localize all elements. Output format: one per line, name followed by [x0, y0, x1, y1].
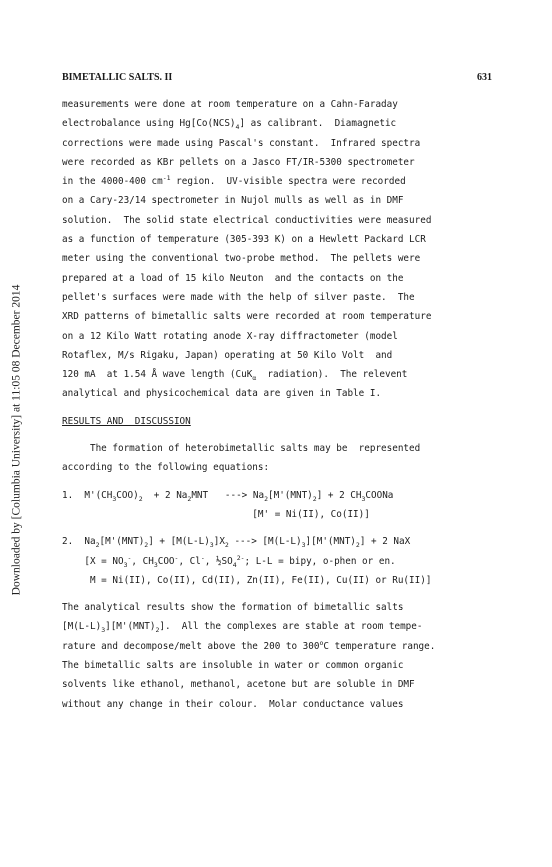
text-line: as a function of temperature (305-393 K) on a Hewlett Packard LCR: [62, 234, 426, 246]
download-note: Downloaded by [Columbia University] at 11:05 08 December 2014: [10, 284, 22, 596]
download-watermark: [6, 190, 26, 690]
text-line: electrobalance using $Hg[Co(NCS)_4]$ as calibrant. Diamagnetic: [62, 118, 397, 132]
equation-2: [62, 532, 492, 590]
section-heading: RESULTS AND DISCUSSION: [62, 415, 191, 427]
equation-1: [62, 486, 492, 525]
page-body: [62, 95, 492, 714]
text-line: $[M(L-L)_3][M'(MNT)_2]$. All the complexes are stable at room tempe-: [62, 621, 423, 635]
results-paragraph: [62, 598, 492, 714]
intro-paragraph: [62, 439, 492, 478]
equation-line: 2. $Na_2[M'(MNT)_2] + [M(L-L)_3]X_2$ ---> $[M(L-L)_3][M'(MNT)_2] + 2$ NaX: [62, 536, 411, 550]
text-line: pellet's surfaces were made with the help of silver paste. The: [62, 291, 415, 303]
page-number: 631: [477, 72, 492, 83]
text-line: The analytical results show the formation of bimetallic salts: [62, 602, 404, 614]
methods-paragraph: [62, 95, 492, 404]
text-line: prepared at a load of 15 kilo Neuton and the contacts on the: [62, 272, 404, 284]
text-line: solvents like ethanol, methanol, acetone but are soluble in DMF: [62, 679, 415, 691]
text-line: in the 4000-400 $cm^{-1}$ region. UV-visible spectra were recorded: [62, 174, 406, 188]
text-line: solution. The solid state electrical conductivities were measured: [62, 214, 432, 226]
text-line: XRD patterns of bimetallic salts were recorded at room temperature: [62, 311, 432, 323]
page-header: [62, 72, 492, 83]
text-line: on a Cary-23/14 spectrometer in Nujol mulls as well as in DMF: [62, 195, 404, 207]
text-line: rature and decompose/melt above the 200 to 300$^o$C temperature range.: [62, 638, 436, 652]
text-line: corrections were made using Pascal's constant. Infrared spectra: [62, 137, 421, 149]
text-line: analytical and physicochemical data are given in Table I.: [62, 388, 382, 400]
running-title: BIMETALLIC SALTS. II: [62, 72, 173, 83]
text-line: 120 mA at 1.54 Å wave length (CuK$_\alpha$ radiation). The relevent: [62, 369, 408, 383]
text-line: The bimetallic salts are insoluble in water or common organic: [62, 660, 404, 672]
equation-line: 1. $M'(CH_3COO)_2 + 2$ $Na_2MNT$ ---> $Na_2[M'(MNT)_2] + 2$ $CH_3COONa$: [62, 489, 394, 503]
equation-condition: M = Ni(II), Co(II), Cd(II), Zn(II), Fe(II), Cu(II) or Ru(II)]: [62, 574, 432, 586]
text-line: Rotaflex, M/s Rigaku, Japan) operating at 50 Kilo Volt and: [62, 349, 393, 361]
text-line: measurements were done at room temperature on a Cahn-Faraday: [62, 99, 398, 110]
equation-condition: [$X = NO_3^-$, $CH_3COO^-$, Cl-, $\frac{1}{2}SO_4^{2-}$; L-L = bipy, o-phen or en.: [62, 553, 396, 569]
text-line: were recorded as KBr pellets on a Jasco FT/IR-5300 spectrometer: [62, 156, 415, 168]
text-line: The formation of heterobimetallic salts may be represented: [62, 443, 421, 455]
equation-condition: [M' = Ni(II), Co(II)]: [62, 508, 370, 520]
text-line: without any change in their colour. Molar conductance values: [62, 698, 404, 710]
text-line: according to the following equations:: [62, 462, 270, 474]
text-line: on a 12 Kilo Watt rotating anode X-ray diffractometer (model: [62, 330, 398, 342]
text-line: meter using the conventional two-probe method. The pellets were: [62, 253, 421, 265]
